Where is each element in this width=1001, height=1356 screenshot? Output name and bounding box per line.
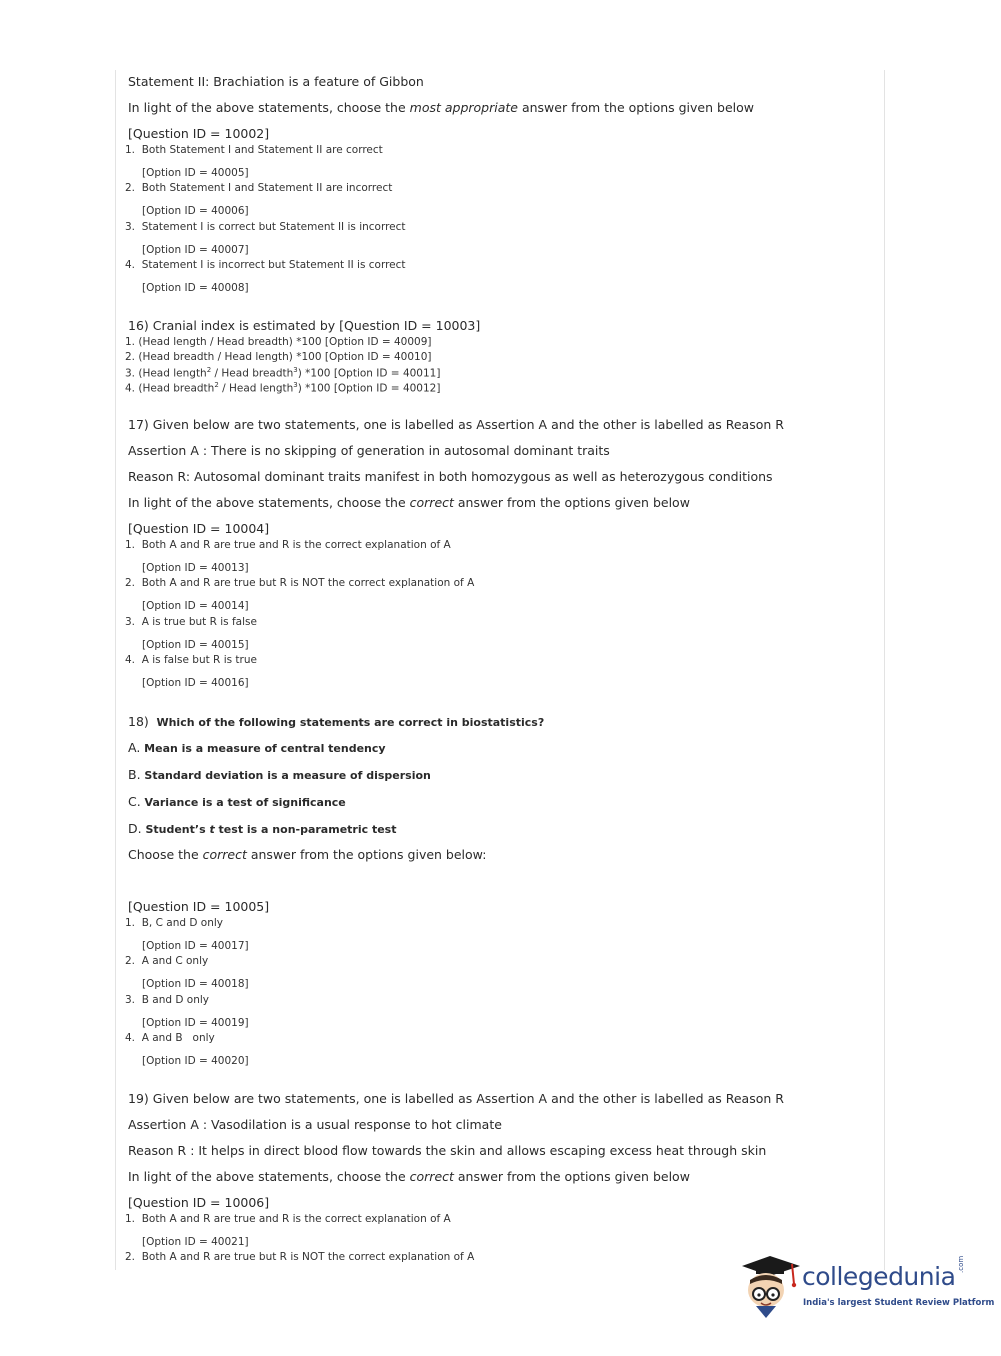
option-id: [Option ID = 40020]: [142, 1055, 249, 1067]
question-prompt: Choose the correct answer from the options given below:: [128, 847, 487, 862]
option-4: 4. A is false but R is true: [125, 654, 257, 666]
option-id: [Option ID = 40017]: [142, 940, 249, 952]
option-id: [Option ID = 40008]: [142, 282, 249, 294]
option-1: 1. Both Statement I and Statement II are correct: [125, 144, 383, 156]
option-2: 2. A and C only: [125, 955, 209, 967]
option-4: 4. (Head breadth$^2$ / Head length$^3$) *100 [Option ID = 40012]: [125, 381, 441, 395]
page-margin-left: [115, 70, 116, 1270]
option-id: [Option ID = 40019]: [142, 1017, 249, 1029]
option-2: 2. Both Statement I and Statement II are incorrect: [125, 182, 393, 194]
statement-ii: Statement II: Brachiation is a feature of Gibbon: [128, 74, 424, 89]
option-id: [Option ID = 40021]: [142, 1236, 249, 1248]
question-id: [Question ID = 10005]: [128, 899, 270, 914]
option-2: 2. Both A and R are true but R is NOT the correct explanation of A: [125, 577, 475, 589]
option-2: 2. Both A and R are true but R is NOT the correct explanation of A: [125, 1251, 475, 1263]
option-1: 1. Both A and R are true and R is the correct explanation of A: [125, 1213, 451, 1225]
question-id: [Question ID = 10006]: [128, 1195, 270, 1210]
option-1: 1. (Head length / Head breadth) *100 [Option ID = 40009]: [125, 336, 432, 348]
page-margin-right: [884, 70, 885, 1270]
option-id: [Option ID = 40014]: [142, 600, 249, 612]
option-id: [Option ID = 40005]: [142, 167, 249, 179]
option-3: 3. Statement I is correct but Statement II is incorrect: [125, 221, 406, 233]
assertion: Assertion A : There is no skipping of generation in autosomal dominant traits: [128, 443, 610, 458]
reason: Reason R: Autosomal dominant traits manifest in both homozygous as well as heterozygous conditions: [128, 469, 773, 484]
question-prompt: In light of the above statements, choose the correct answer from the options given below: [128, 495, 690, 510]
brand-suffix: .com: [957, 1255, 965, 1273]
option-id: [Option ID = 40013]: [142, 562, 249, 574]
question-prompt: In light of the above statements, choose the correct answer from the options given below: [128, 1169, 690, 1184]
statement-c: C. Variance is a test of significance: [128, 794, 346, 809]
option-id: [Option ID = 40018]: [142, 978, 249, 990]
option-3: 3. (Head length$^2$ / Head breadth$^3$) *100 [Option ID = 40011]: [125, 366, 441, 380]
statement-d: D. Student’s t test is a non-parametric test: [128, 821, 397, 836]
option-3: 3. B and D only: [125, 994, 209, 1006]
option-4: 4. Statement I is incorrect but Statement II is correct: [125, 259, 406, 271]
option-id: [Option ID = 40007]: [142, 244, 249, 256]
question-prompt: In light of the above statements, choose the most appropriate answer from the options given below: [128, 100, 754, 115]
reason: Reason R : It helps in direct blood flow towards the skin and allows escaping excess heat through skin: [128, 1143, 767, 1158]
brand-name: collegedunia: [802, 1262, 956, 1291]
option-2: 2. (Head breadth / Head length) *100 [Option ID = 40010]: [125, 351, 432, 363]
option-1: 1. Both A and R are true and R is the correct explanation of A: [125, 539, 451, 551]
option-4: 4. A and B only: [125, 1032, 215, 1044]
statement-b: B. Standard deviation is a measure of dispersion: [128, 767, 431, 782]
option-id: [Option ID = 40006]: [142, 205, 249, 217]
option-id: [Option ID = 40015]: [142, 639, 249, 651]
question-16-heading: 16) Cranial index is estimated by [Question ID = 10003]: [128, 318, 481, 333]
option-1: 1. B, C and D only: [125, 917, 223, 929]
question-id: [Question ID = 10002]: [128, 126, 270, 141]
option-3: 3. A is true but R is false: [125, 616, 257, 628]
question-id: [Question ID = 10004]: [128, 521, 270, 536]
question-18-heading: 18) Which of the following statements are correct in biostatistics?: [128, 714, 545, 729]
assertion: Assertion A : Vasodilation is a usual response to hot climate: [128, 1117, 502, 1132]
option-id: [Option ID = 40016]: [142, 677, 249, 689]
statement-a: A. Mean is a measure of central tendency: [128, 740, 386, 755]
brand-tagline: India's largest Student Review Platform: [803, 1298, 995, 1308]
question-17-heading: 17) Given below are two statements, one is labelled as Assertion A and the other is labelled as Reason R: [128, 417, 784, 432]
question-19-heading: 19) Given below are two statements, one is labelled as Assertion A and the other is labelled as Reason R: [128, 1091, 784, 1106]
